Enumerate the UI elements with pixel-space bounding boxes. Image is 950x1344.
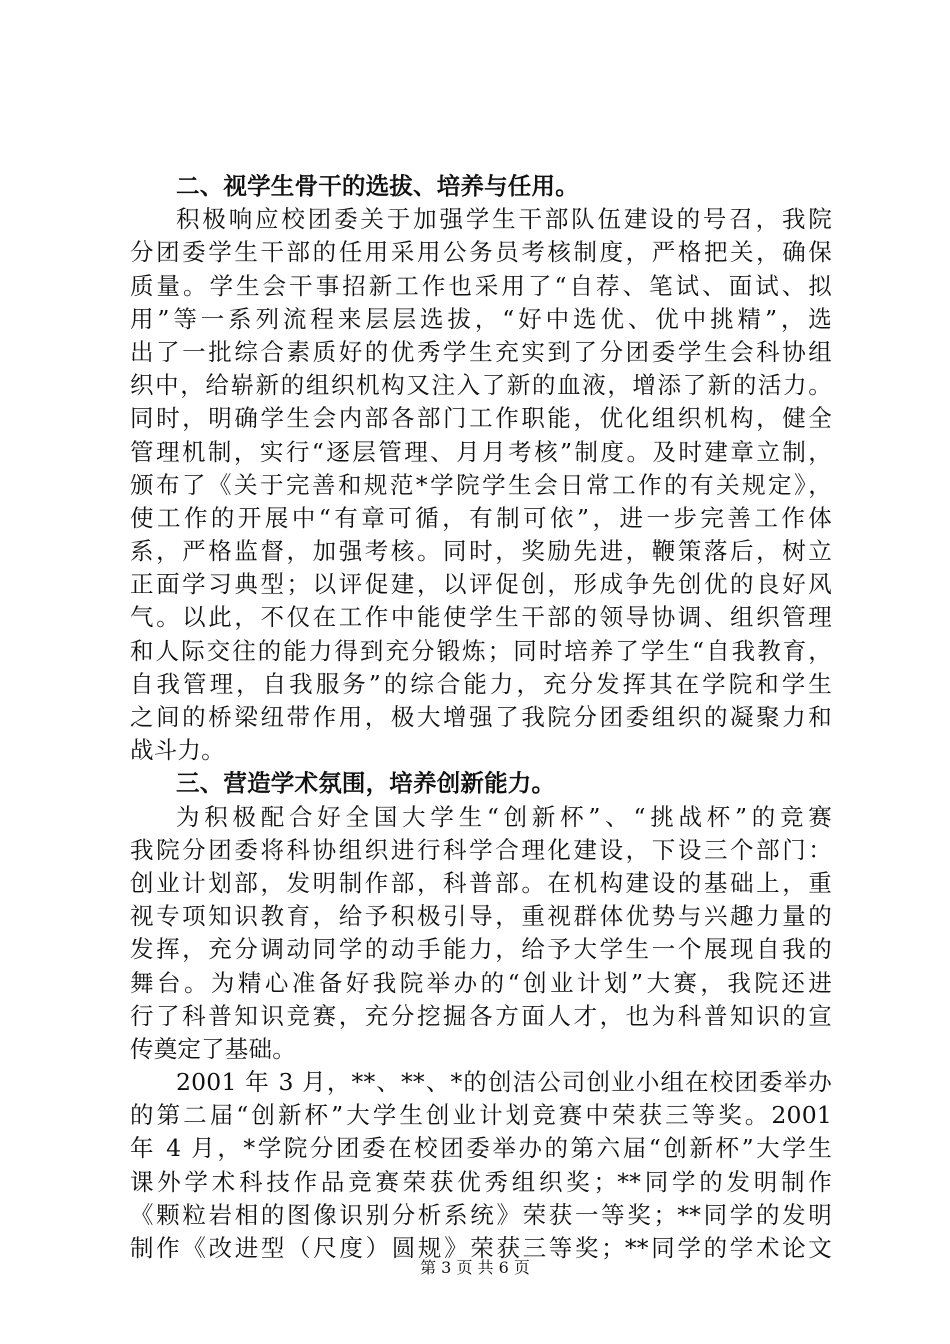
paragraph-line: 制作《改进型（尺度）圆规》荣获三等奖；**同学的学术论文 (130, 1234, 832, 1262)
paragraph-line: 课外学术科技作品竞赛荣获优秀组织奖；**同学的发明制作 (130, 1167, 832, 1196)
paragraph-line: 发挥，充分调动同学的动手能力，给予大学生一个展现自我的 (130, 935, 832, 964)
paragraph-line: 积极响应校团委关于加强学生干部队伍建设的号召，我院 (176, 205, 832, 234)
paragraph-line: 使工作的开展中“有章可循，有制可依”，进一步完善工作体 (130, 503, 832, 532)
paragraph-line: 视专项知识教育，给予积极引导，重视群体优势与兴趣力量的 (130, 902, 832, 931)
paragraph-line: 年 4 月，*学院分团委在校团委举办的第六届“创新杯”大学生 (130, 1134, 832, 1163)
paragraph-line: 创业计划部，发明制作部，科普部。在机构建设的基础上，重 (130, 868, 832, 897)
paragraph-line: 气。以此，不仅在工作中能使学生干部的领导协调、组织管理 (130, 603, 832, 632)
paragraph-line: 质量。学生会干事招新工作也采用了“自荐、笔试、面试、拟 (130, 271, 832, 300)
paragraph-line: 用”等一系列流程来层层选拔，“好中选优、优中挑精”，选 (130, 304, 832, 333)
section-heading: 三、营造学术氛围，培养创新能力。 (176, 769, 556, 798)
paragraph-line: 《颗粒岩相的图像识别分析系统》荣获一等奖；**同学的发明 (130, 1200, 832, 1229)
paragraph-line: 出了一批综合素质好的优秀学生充实到了分团委学生会科协组 (130, 337, 832, 366)
paragraph-line: 管理机制，实行“逐层管理、月月考核”制度。及时建章立制， (130, 437, 832, 466)
section-heading: 二、视学生骨干的选拔、培养与任用。 (176, 172, 579, 200)
paragraph-line: 的第二届“创新杯”大学生创业计划竞赛中荣获三等奖。2001 (130, 1101, 832, 1130)
paragraph-line: 同时，明确学生会内部各部门工作职能，优化组织机构，健全 (130, 404, 832, 433)
paragraph-line: 正面学习典型；以评促建，以评促创，形成争先创优的良好风 (130, 570, 832, 599)
paragraph-line: 2001 年 3 月，**、**、*的创洁公司创业小组在校团委举办 (176, 1068, 832, 1097)
paragraph-line: 之间的桥梁纽带作用，极大增强了我院分团委组织的凝聚力和 (130, 703, 832, 731)
page-number-footer: 第 3 页 共 6 页 (420, 1258, 530, 1277)
paragraph-line: 系，严格监督，加强考核。同时，奖励先进，鞭策落后，树立 (130, 537, 832, 566)
paragraph-line: 织中，给崭新的组织机构又注入了新的血液，增添了新的活力。 (130, 371, 832, 400)
paragraph-line: 为积极配合好全国大学生“创新杯”、“挑战杯”的竞赛 (176, 802, 832, 831)
paragraph-line: 行了科普知识竞赛，充分挖掘各方面人才，也为科普知识的宣 (130, 1001, 832, 1030)
paragraph-line: 我院分团委将科协组织进行科学合理化建设，下设三个部门： (130, 835, 832, 864)
paragraph-line: 战斗力。 (130, 736, 225, 765)
paragraph-line: 舞台。为精心准备好我院举办的“创业计划”大赛，我院还进 (130, 968, 832, 997)
paragraph-line: 颁布了《关于完善和规范*学院学生会日常工作的有关规定》， (130, 470, 832, 499)
paragraph-line: 和人际交往的能力得到充分锻炼；同时培养了学生“自我教育， (130, 636, 832, 665)
paragraph-line: 自我管理，自我服务”的综合能力，充分发挥其在学院和学生 (130, 669, 832, 698)
paragraph-line: 传奠定了基础。 (130, 1034, 296, 1063)
paragraph-line: 分团委学生干部的任用采用公务员考核制度，严格把关，确保 (130, 238, 832, 267)
document-body (130, 170, 832, 1265)
